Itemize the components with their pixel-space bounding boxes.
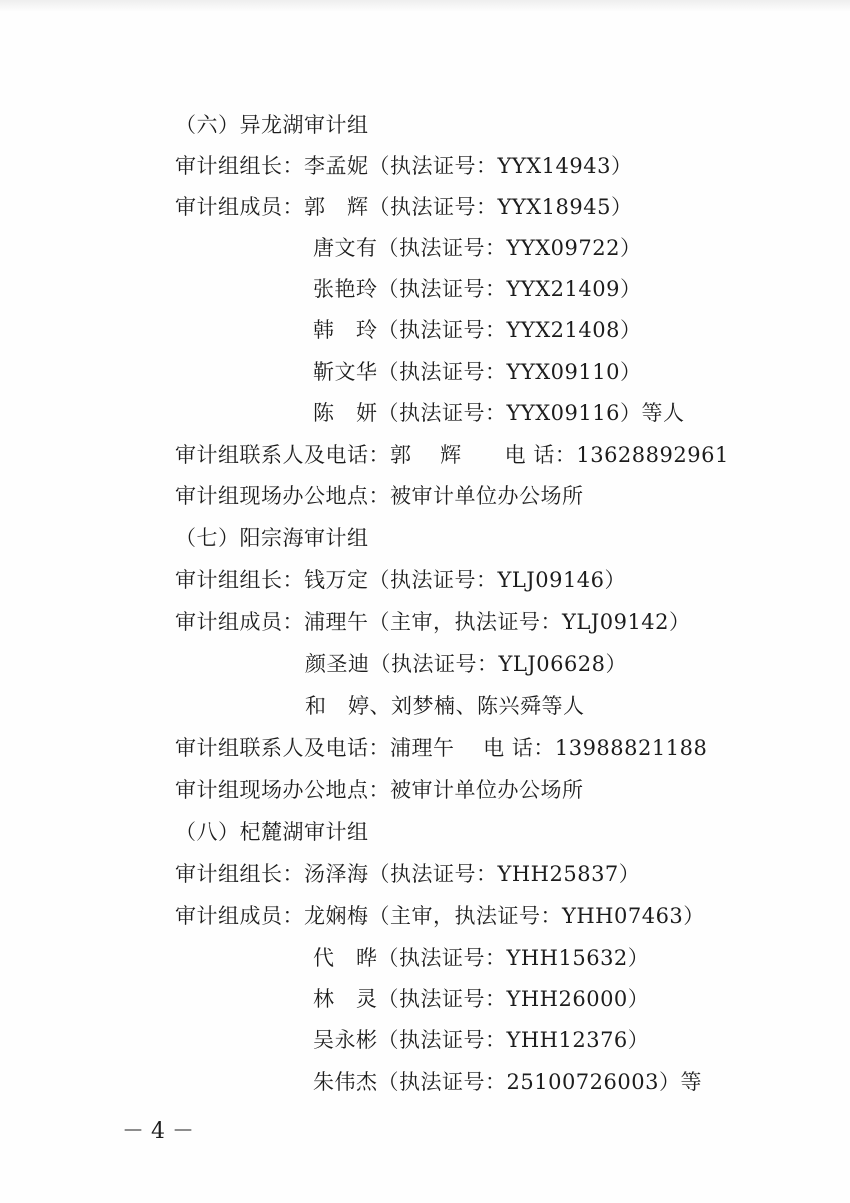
group-leader-line: 审计组组长：李孟妮（执法证号：YYX14943） (175, 154, 633, 178)
group-leader-line: 审计组组长：汤泽海（执法证号：YHH25837） (175, 862, 641, 886)
member-line: 林 灵（执法证号：YHH26000） (313, 987, 650, 1011)
member-line: 韩 玲（执法证号：YYX21408） (313, 318, 642, 342)
contact-line: 审计组联系人及电话：郭 辉 电 话：13628892961 (175, 443, 729, 467)
scan-edge (0, 0, 850, 12)
member-line: 朱伟杰（执法证号：25100726003）等 (313, 1070, 702, 1094)
section-heading-qilu-lake: （八）杞麓湖审计组 (175, 820, 369, 844)
contact-line: 审计组联系人及电话：浦理午 电 话：13988821188 (175, 736, 708, 760)
group-members-line: 审计组成员：浦理午（主审，执法证号：YLJ09142） (175, 610, 691, 634)
member-line: 代 晔（执法证号：YHH15632） (313, 946, 650, 970)
group-members-line: 审计组成员：龙娴梅（主审，执法证号：YHH07463） (175, 904, 705, 928)
office-line: 审计组现场办公地点：被审计单位办公场所 (175, 778, 584, 802)
member-line: 唐文有（执法证号：YYX09722） (313, 236, 642, 260)
section-heading-yangzong-lake: （七）阳宗海审计组 (175, 526, 369, 550)
group-members-line: 审计组成员：郭 辉（执法证号：YYX18945） (175, 195, 633, 219)
group-leader-line: 审计组组长：钱万定（执法证号：YLJ09146） (175, 568, 627, 592)
member-line: 和 婷、刘梦楠、陈兴舜等人 (305, 694, 585, 718)
member-line: 吴永彬（执法证号：YHH12376） (313, 1028, 650, 1052)
member-line: 张艳玲（执法证号：YYX21409） (313, 277, 642, 301)
member-line: 靳文华（执法证号：YYX09110） (313, 360, 642, 384)
member-line: 陈 妍（执法证号：YYX09116）等人 (313, 401, 685, 425)
office-line: 审计组现场办公地点：被审计单位办公场所 (175, 484, 584, 508)
section-heading-yilong-lake: （六）异龙湖审计组 (175, 113, 369, 137)
member-line: 颜圣迪（执法证号：YLJ06628） (305, 652, 628, 676)
page-number: － 4 － (122, 1119, 194, 1144)
